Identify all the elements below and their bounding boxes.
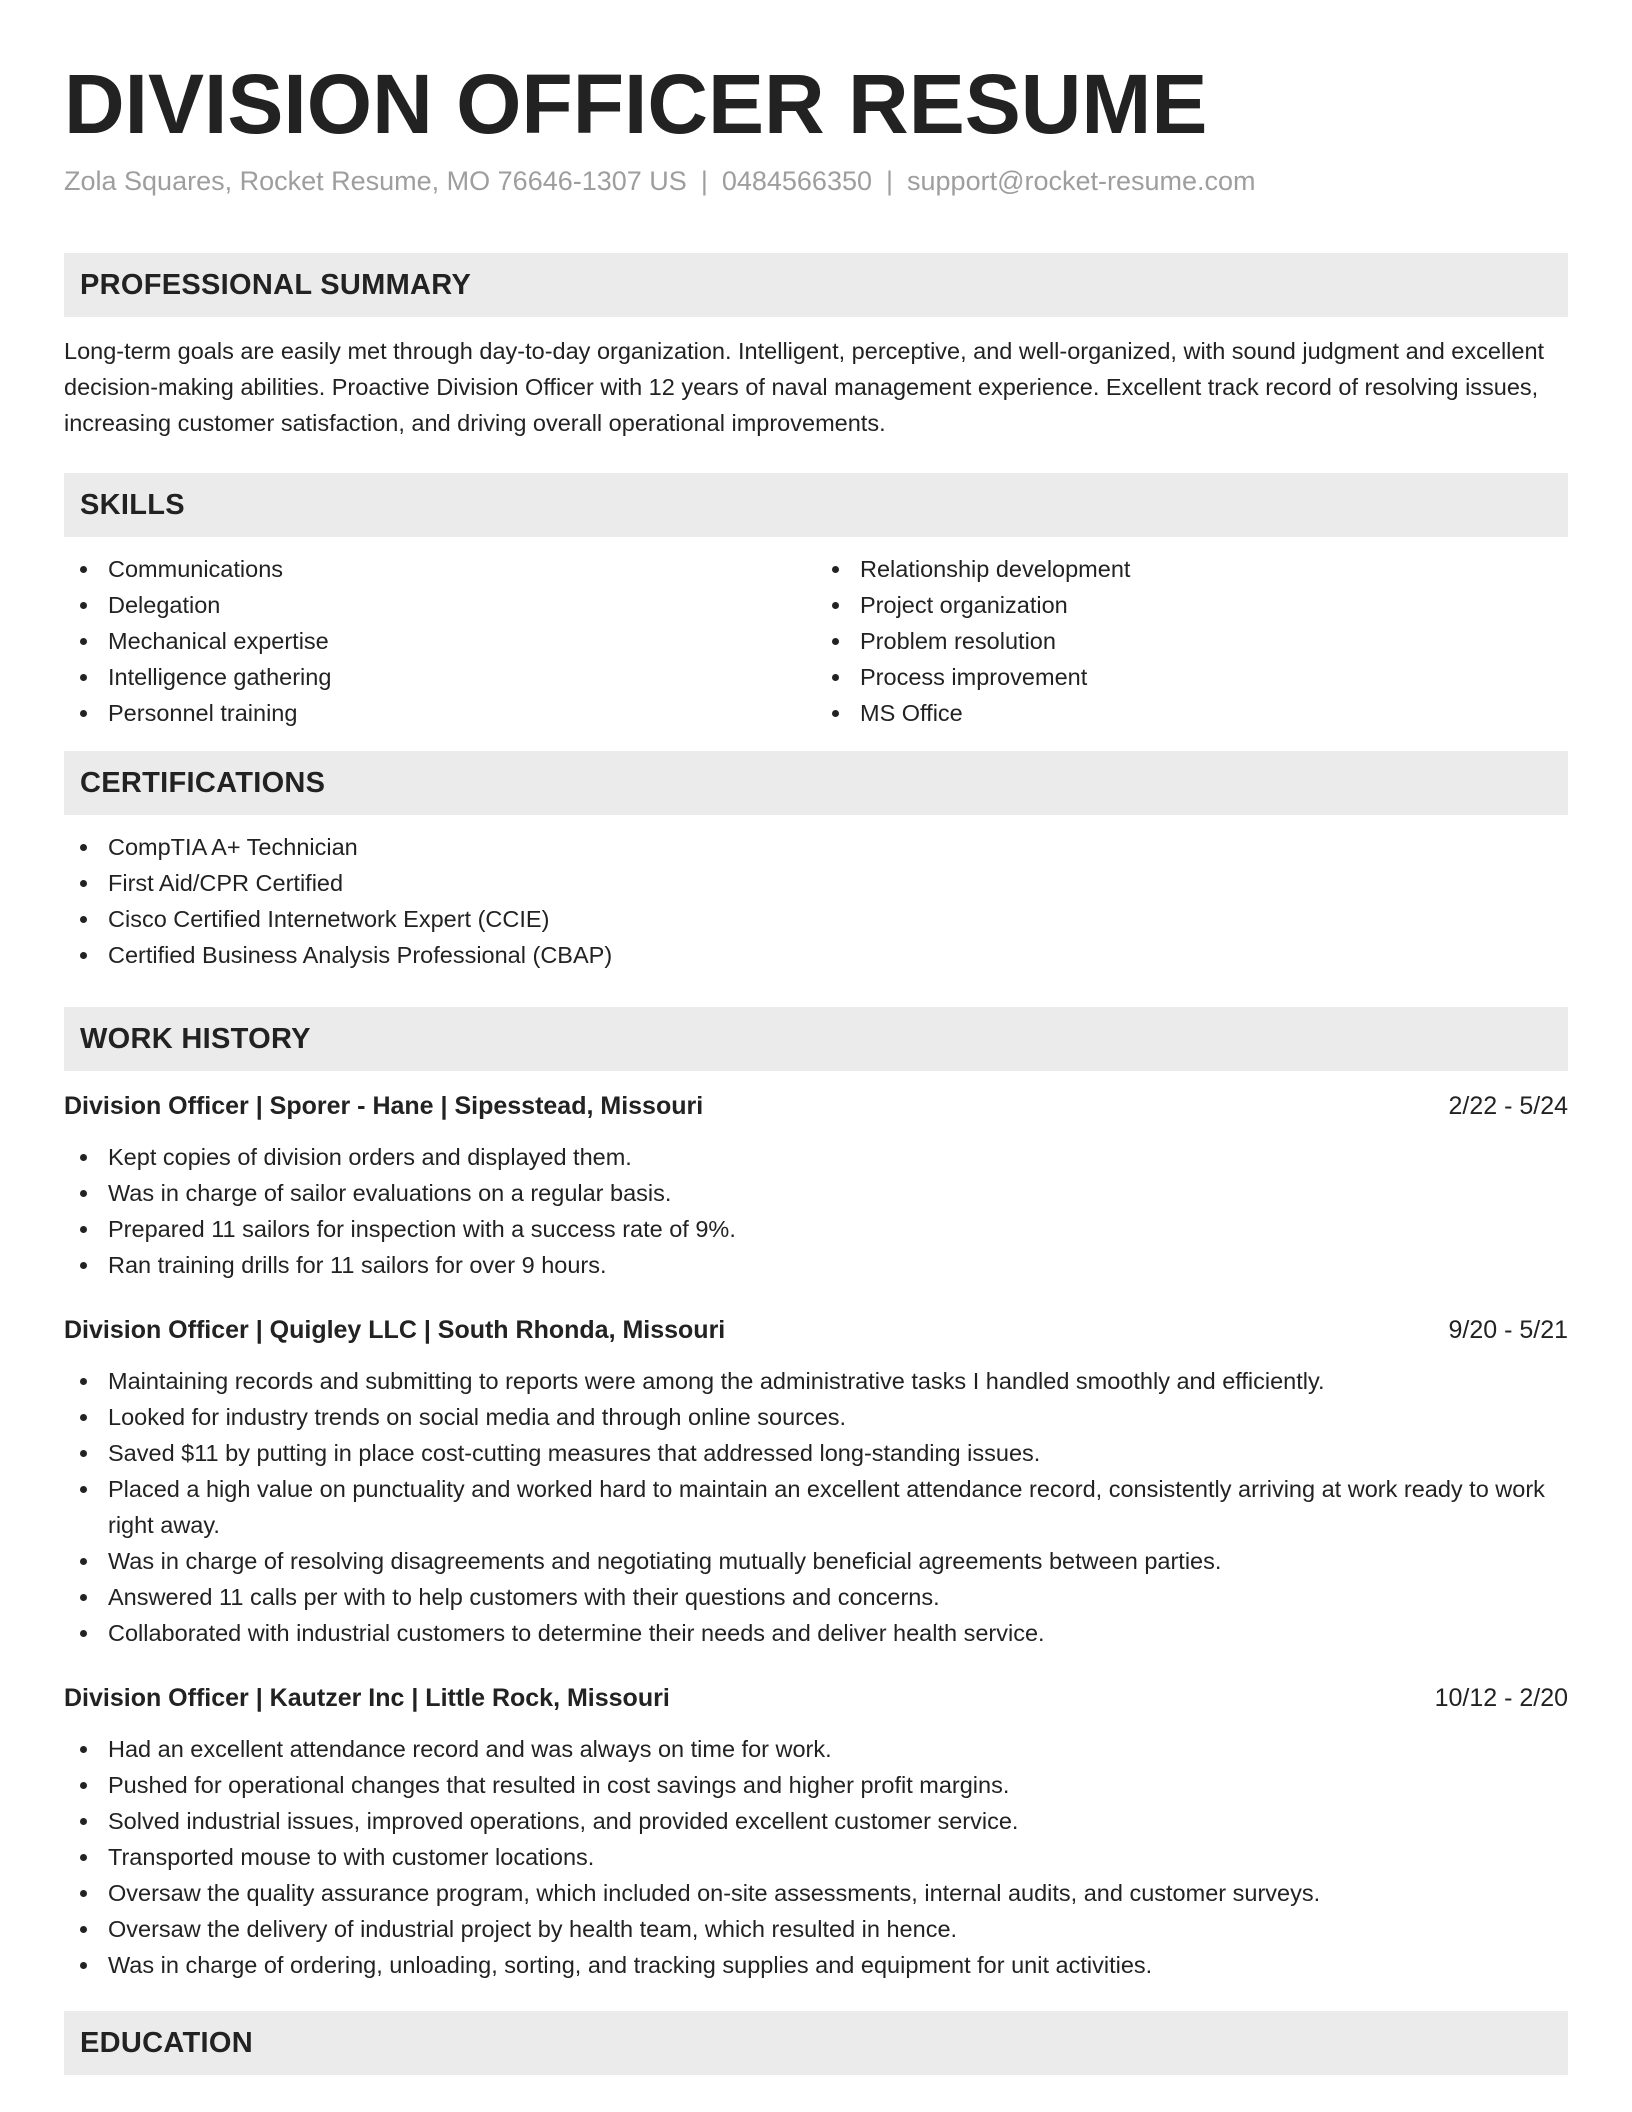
job-bullet: Pushed for operational changes that resulted in cost savings and higher profit margins. (64, 1767, 1568, 1803)
resume-title: DIVISION OFFICER RESUME (64, 57, 1208, 151)
work-history-section (64, 1007, 1568, 1983)
professional-summary-section (64, 253, 1568, 441)
job-bullet: Maintaining records and submitting to reports were among the administrative tasks I handled smoothly and efficiently. (64, 1363, 1568, 1399)
contact-separator: | (700, 166, 708, 196)
job-entry (64, 1089, 1568, 1283)
job-dates: 10/12 - 2/20 (1434, 1684, 1568, 1712)
job-bullet: Placed a high value on punctuality and worked hard to maintain an excellent attendance record, consistently arriving at work ready to work right away. (64, 1471, 1568, 1543)
job-bullet: Transported mouse to with customer locations. (64, 1839, 1568, 1875)
section-header-work-history: WORK HISTORY (64, 1007, 1568, 1071)
contact-address: Zola Squares, Rocket Resume, MO 76646-1307 US (64, 166, 687, 196)
contact-email[interactable]: support@rocket-resume.com (907, 166, 1256, 196)
skill-item: MS Office (816, 695, 1568, 731)
job-heading-row (64, 1313, 1568, 1347)
job-bullet: Oversaw the quality assurance program, which included on-site assessments, internal audits, and customer surveys. (64, 1875, 1568, 1911)
skills-section (64, 473, 1568, 731)
job-dates: 9/20 - 5/21 (1448, 1316, 1568, 1344)
job-bullets (64, 1363, 1568, 1651)
job-heading-row (64, 1681, 1568, 1715)
job-heading-row (64, 1089, 1568, 1123)
job-dates: 2/22 - 5/24 (1448, 1092, 1568, 1120)
certification-item: CompTIA A+ Technician (64, 829, 1568, 865)
skill-item: Relationship development (816, 551, 1568, 587)
job-bullet: Was in charge of ordering, unloading, sorting, and tracking supplies and equipment for unit activities. (64, 1947, 1568, 1983)
summary-text: Long-term goals are easily met through day-to-day organization. Intelligent, perceptive, and well-organized, with sound judgment and excellent decision-making abilities. Proactive Division Officer with 12 years of naval management experience. Excellent track record of resolving issues, increasing customer satisfaction, and driving overall operational improvements. (64, 338, 1545, 436)
skill-item: Personnel training (64, 695, 816, 731)
job-title: Division Officer | Kautzer Inc | Little Rock, Missouri (64, 1684, 670, 1712)
certifications-list (64, 829, 1568, 973)
skill-item: Mechanical expertise (64, 623, 816, 659)
job-bullet: Ran training drills for 11 sailors for over 9 hours. (64, 1247, 1568, 1283)
job-bullet: Collaborated with industrial customers to determine their needs and deliver health service. (64, 1615, 1568, 1651)
job-bullet: Oversaw the delivery of industrial project by health team, which resulted in hence. (64, 1911, 1568, 1947)
job-bullets (64, 1139, 1568, 1283)
contact-line (64, 164, 1568, 198)
certification-item: First Aid/CPR Certified (64, 865, 1568, 901)
job-bullets (64, 1731, 1568, 1983)
job-bullet: Looked for industry trends on social media and through online sources. (64, 1399, 1568, 1435)
job-bullet: Kept copies of division orders and displayed them. (64, 1139, 1568, 1175)
job-entry (64, 1681, 1568, 1983)
job-bullet: Prepared 11 sailors for inspection with a success rate of 9%. (64, 1211, 1568, 1247)
skills-list-left (64, 551, 816, 731)
contact-separator: | (886, 166, 894, 196)
skill-item: Process improvement (816, 659, 1568, 695)
job-bullet: Solved industrial issues, improved operations, and provided excellent customer service. (64, 1803, 1568, 1839)
skills-columns (64, 551, 1568, 731)
job-bullet: Saved $11 by putting in place cost-cutting measures that addressed long-standing issues. (64, 1435, 1568, 1471)
section-header-summary: PROFESSIONAL SUMMARY (64, 253, 1568, 317)
education-section (64, 2011, 1568, 2075)
skill-item: Intelligence gathering (64, 659, 816, 695)
job-title: Division Officer | Sporer - Hane | Sipesstead, Missouri (64, 1092, 704, 1120)
job-bullet: Had an excellent attendance record and was always on time for work. (64, 1731, 1568, 1767)
job-bullet: Was in charge of sailor evaluations on a regular basis. (64, 1175, 1568, 1211)
certification-item: Cisco Certified Internetwork Expert (CCIE) (64, 901, 1568, 937)
section-header-certifications: CERTIFICATIONS (64, 751, 1568, 815)
skill-item: Communications (64, 551, 816, 587)
skill-item: Problem resolution (816, 623, 1568, 659)
job-entry (64, 1313, 1568, 1651)
section-header-education: EDUCATION (64, 2011, 1568, 2075)
skill-item: Project organization (816, 587, 1568, 623)
section-header-skills: SKILLS (64, 473, 1568, 537)
skill-item: Delegation (64, 587, 816, 623)
contact-phone: 0484566350 (721, 166, 872, 196)
skills-list-right (816, 551, 1568, 731)
certifications-section (64, 751, 1568, 973)
job-title: Division Officer | Quigley LLC | South Rhonda, Missouri (64, 1316, 726, 1344)
certification-item: Certified Business Analysis Professional (CBAP) (64, 937, 1568, 973)
job-bullet: Answered 11 calls per with to help customers with their questions and concerns. (64, 1579, 1568, 1615)
job-bullet: Was in charge of resolving disagreements and negotiating mutually beneficial agreements between parties. (64, 1543, 1568, 1579)
